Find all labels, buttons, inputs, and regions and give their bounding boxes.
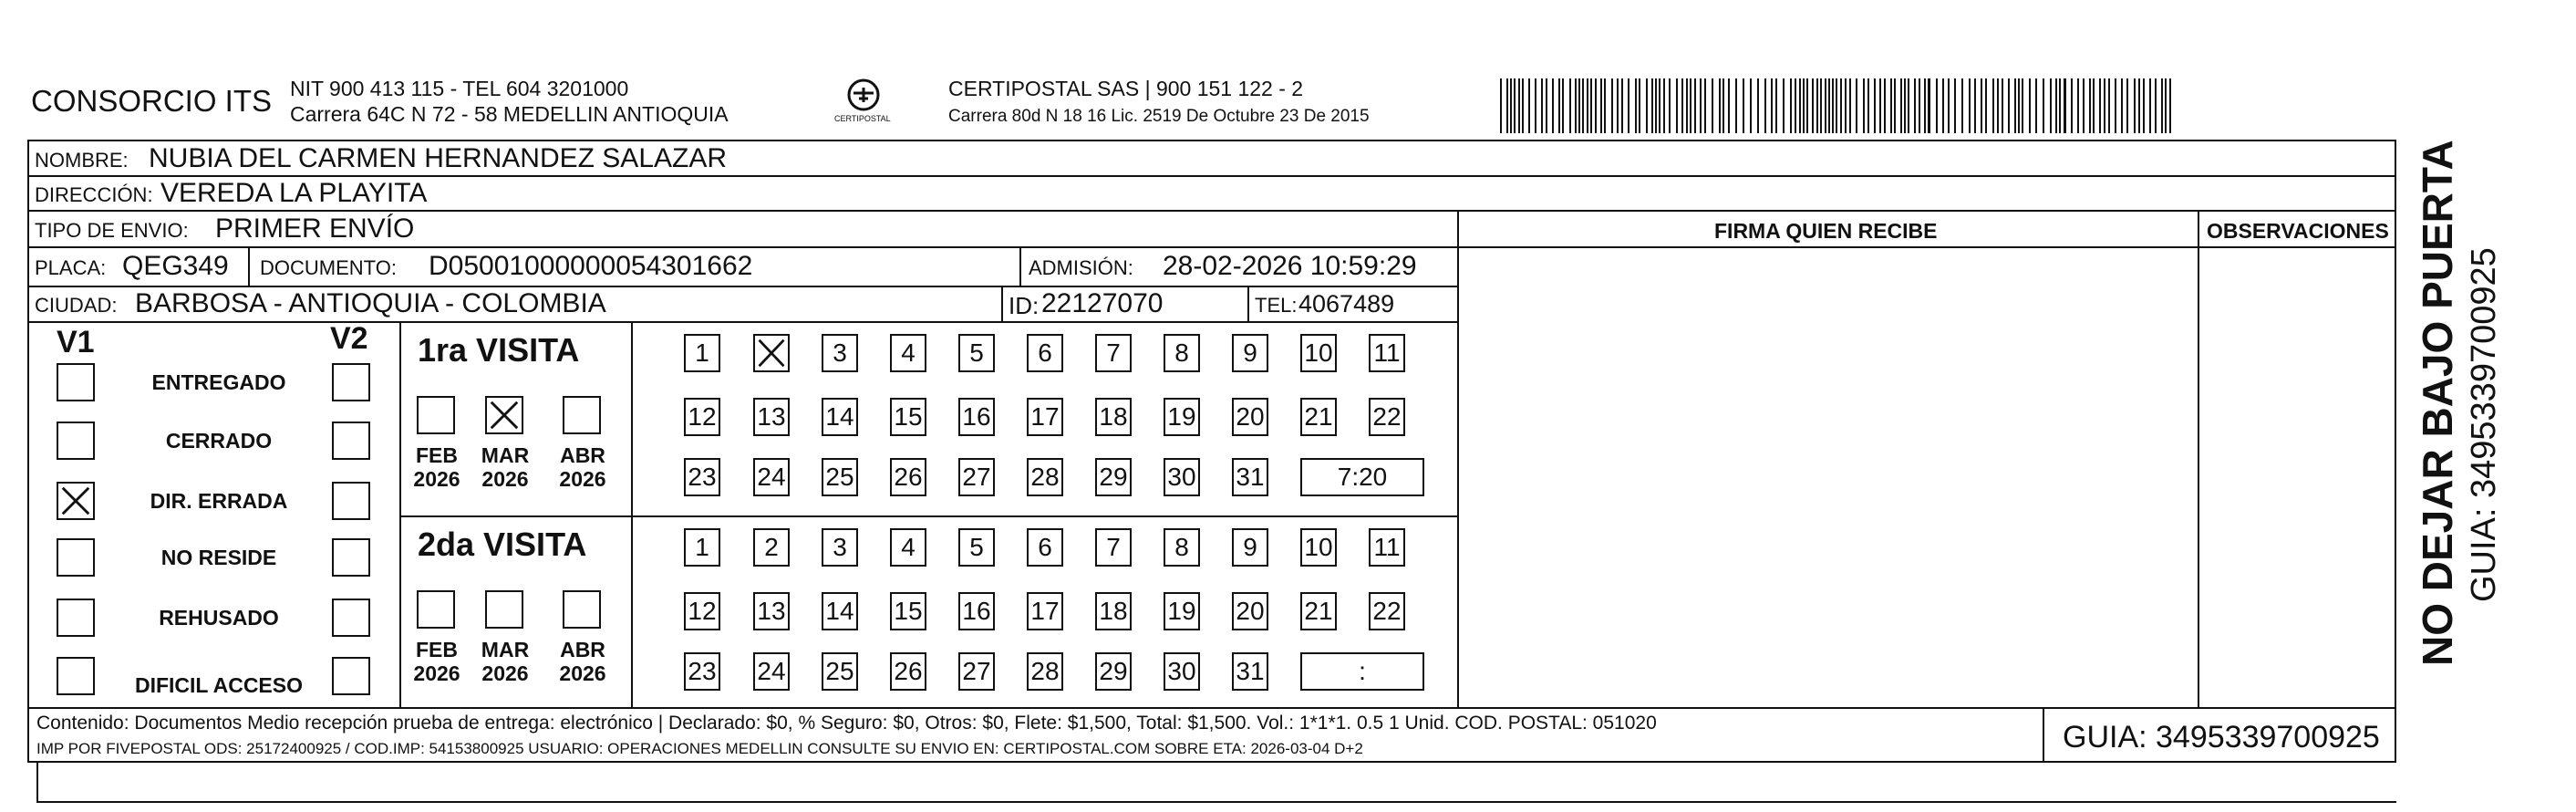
day-box-1-15[interactable]: 15 [890, 398, 926, 436]
barcode-bar [2055, 78, 2057, 133]
v2-checkbox-dificil-acceso[interactable] [332, 657, 370, 695]
barcode-bar [1890, 78, 1892, 133]
v1-checkbox-dificil-acceso[interactable] [57, 657, 95, 695]
cross-mark-icon [58, 484, 93, 518]
carrier-name: CERTIPOSTAL SAS | 900 151 122 - 2 [948, 77, 1304, 100]
barcode-bar [1948, 78, 1950, 133]
barcode-bar [1635, 78, 1637, 133]
barcode-bar [1628, 78, 1629, 133]
barcode-bar [2064, 78, 2066, 133]
barcode-bar [2029, 78, 2031, 133]
documento-label: DOCUMENTO: [260, 256, 397, 279]
barcode-bar [2099, 78, 2101, 133]
ciudad-label: CIUDAD: [35, 294, 118, 317]
month-label-mar-1: MAR 2026 [481, 443, 530, 492]
tipo-envio-value: PRIMER ENVÍO [215, 213, 415, 244]
day-box-2-22[interactable]: 22 [1369, 592, 1405, 630]
day-box-2-26[interactable]: 26 [890, 652, 926, 691]
day-box-2-18[interactable]: 18 [1095, 592, 1132, 630]
day-box-2-7[interactable]: 7 [1095, 528, 1132, 567]
day-box-1-3[interactable]: 3 [822, 334, 858, 372]
barcode-bar [1997, 78, 1999, 133]
day-box-1-7[interactable]: 7 [1095, 334, 1132, 372]
status-label-cerrado: CERRADO [165, 429, 273, 453]
barcode-bar [1914, 78, 1916, 133]
footer-guia: GUIA: 3495339700925 [2063, 720, 2380, 755]
month-checkbox-mar-1[interactable] [485, 396, 523, 434]
barcode-bar [1646, 78, 1648, 133]
day-box-2-28[interactable]: 28 [1027, 652, 1063, 691]
status-label-rehusado: REHUSADO [159, 606, 279, 630]
day-box-2-21[interactable]: 21 [1300, 592, 1337, 630]
barcode-bar [2121, 78, 2123, 133]
day-box-2-23[interactable]: 23 [684, 652, 720, 691]
day-box-1-28[interactable]: 28 [1027, 458, 1063, 496]
logo-text: CERTIPOSTAL [834, 114, 891, 123]
barcode-bar [2104, 78, 2105, 133]
tipo-envio-label: TIPO DE ENVIO: [35, 219, 189, 242]
barcode-bar [2165, 78, 2167, 133]
day-box-2-20[interactable]: 20 [1232, 592, 1268, 630]
month-checkbox-abr-2[interactable] [563, 590, 601, 629]
v2-checkbox-dir-errada[interactable] [332, 482, 370, 520]
barcode-bar [1894, 78, 1896, 133]
day-box-1-18[interactable]: 18 [1095, 398, 1132, 436]
placa-value: QEG349 [122, 251, 229, 281]
company-name: CONSORCIO ITS [31, 84, 273, 118]
barcode-bar [1575, 78, 1577, 133]
ciudad-value: BARBOSA - ANTIOQUIA - COLOMBIA [135, 288, 606, 318]
v1-checkbox-no-reside[interactable] [57, 538, 95, 577]
barcode-bar [1836, 78, 1837, 133]
day-box-1-8[interactable]: 8 [1164, 334, 1200, 372]
barcode-bar [1621, 78, 1623, 133]
nombre-label: NOMBRE: [35, 149, 129, 172]
month-label-feb-2: FEB 2026 [413, 638, 460, 686]
side-warning: NO DEJAR BAJO PUERTA [2414, 140, 2461, 666]
v1-label: V1 [57, 325, 95, 359]
cross-mark-icon [755, 336, 788, 370]
certipostal-logo [832, 75, 895, 130]
carrier-address: Carrera 80d N 18 16 Lic. 2519 De Octubre 23 De 2015 [948, 107, 1370, 126]
barcode-bar [1676, 78, 1678, 133]
day-box-1-16[interactable]: 16 [958, 398, 995, 436]
barcode-bar [1992, 78, 1994, 133]
firma-label: FIRMA QUIEN RECIBE [1714, 219, 1938, 243]
documento-value: D05001000000054301662 [429, 251, 753, 281]
barcode-bar [2089, 78, 2091, 133]
month-checkbox-feb-1[interactable] [417, 396, 455, 434]
barcode-bar [1582, 78, 1584, 133]
day-box-1-27[interactable]: 27 [958, 458, 995, 496]
barcode-bar [1655, 78, 1657, 133]
barcode-bar [1900, 78, 1902, 133]
barcode-bar [1832, 78, 1834, 133]
day-box-1-6[interactable]: 6 [1027, 334, 1063, 372]
day-box-2-15[interactable]: 15 [890, 592, 926, 630]
barcode-bar [1981, 78, 1982, 133]
day-box-1-22[interactable]: 22 [1369, 398, 1405, 436]
status-label-no-reside: NO RESIDE [160, 546, 277, 569]
day-box-1-25[interactable]: 25 [822, 458, 858, 496]
barcode-bar [2002, 78, 2003, 133]
barcode-bar [2169, 78, 2171, 133]
barcode-bar [1928, 78, 1930, 133]
day-box-2-5[interactable]: 5 [958, 528, 995, 567]
barcode-bar [1879, 78, 1881, 133]
id-label: ID: [1009, 292, 1040, 319]
month-checkbox-mar-2[interactable] [485, 590, 523, 629]
barcode-bar [1790, 78, 1792, 133]
barcode-bar [1974, 78, 1976, 133]
barcode-bar [1803, 78, 1805, 133]
month-label-feb-1: FEB 2026 [413, 443, 460, 492]
day-box-2-9[interactable]: 9 [1232, 528, 1268, 567]
barcode-bar [1820, 78, 1822, 133]
day-box-2-13[interactable]: 13 [753, 592, 790, 630]
barcode-bar [1500, 78, 1502, 133]
day-box-1-26[interactable]: 26 [890, 458, 926, 496]
day-box-2-27[interactable]: 27 [958, 652, 995, 691]
barcode-bar [1884, 78, 1886, 133]
day-box-2-10[interactable]: 10 [1300, 528, 1337, 567]
barcode-bar [1719, 78, 1721, 133]
barcode-bar [2093, 78, 2095, 133]
month-checkbox-feb-2[interactable] [417, 590, 455, 629]
admision-value: 28-02-2026 10:59:29 [1163, 251, 1417, 281]
barcode-bar [2126, 78, 2128, 133]
barcode-bar [1590, 78, 1592, 133]
company-address: Carrera 64C N 72 - 58 MEDELLIN ANTIOQUIA [290, 102, 729, 126]
day-box-1-11[interactable]: 11 [1369, 334, 1405, 372]
barcode-bar [2008, 78, 2010, 133]
barcode-bar [1712, 78, 1713, 133]
day-box-2-4[interactable]: 4 [890, 528, 926, 567]
day-box-1-20[interactable]: 20 [1232, 398, 1268, 436]
barcode-bar [1600, 78, 1602, 133]
barcode [1500, 78, 2175, 133]
barcode-bar [2149, 78, 2151, 133]
barcode-bar [1840, 78, 1842, 133]
status-label-dir-errada: DIR. ERRADA [150, 489, 288, 513]
barcode-bar [1828, 78, 1830, 133]
day-box-1-19[interactable]: 19 [1164, 398, 1200, 436]
v2-checkbox-rehusado[interactable] [332, 599, 370, 637]
barcode-bar [2083, 78, 2085, 133]
barcode-bar [1704, 78, 1706, 133]
barcode-bar [1595, 78, 1597, 133]
month-label-mar-2: MAR 2026 [481, 638, 530, 686]
barcode-bar [1806, 78, 1808, 133]
day-box-1-9[interactable]: 9 [1232, 334, 1268, 372]
barcode-bar [1659, 78, 1660, 133]
barcode-bar [2035, 78, 2037, 133]
day-box-1-24[interactable]: 24 [753, 458, 790, 496]
time-box-1[interactable]: 7:20 [1300, 458, 1424, 496]
barcode-bar [1558, 78, 1560, 133]
barcode-bar [2077, 78, 2079, 133]
barcode-bar [1686, 78, 1688, 133]
day-box-2-12[interactable]: 12 [684, 592, 720, 630]
barcode-bar [2059, 78, 2061, 133]
day-box-1-21[interactable]: 21 [1300, 398, 1337, 436]
barcode-bar [1757, 78, 1759, 133]
barcode-bar [2022, 78, 2023, 133]
v2-checkbox-cerrado[interactable] [332, 422, 370, 460]
status-label-entregado: ENTREGADO [151, 370, 286, 394]
barcode-bar [1904, 78, 1906, 133]
company-nit-tel: NIT 900 413 115 - TEL 604 3201000 [290, 77, 629, 100]
observaciones-label: OBSERVACIONES [2207, 219, 2389, 243]
tel-value: 4067489 [1298, 290, 1395, 318]
barcode-bar [1528, 78, 1530, 133]
status-label-dificil-acceso: DIFICIL ACCESO [134, 673, 303, 697]
barcode-bar [1856, 78, 1857, 133]
barcode-bar [1795, 78, 1796, 133]
barcode-bar [1535, 78, 1536, 133]
v2-label: V2 [330, 321, 368, 356]
direccion-label: DIRECCIÓN: [35, 183, 153, 206]
day-box-1-4[interactable]: 4 [890, 334, 926, 372]
v1-checkbox-entregado[interactable] [57, 363, 95, 401]
barcode-bar [2108, 78, 2110, 133]
day-box-1-23[interactable]: 23 [684, 458, 720, 496]
barcode-bar [1690, 78, 1691, 133]
day-box-1-10[interactable]: 10 [1300, 334, 1337, 372]
barcode-bar [1518, 78, 1520, 133]
barcode-bar [1825, 78, 1826, 133]
barcode-bar [1764, 78, 1766, 133]
barcode-bar [1651, 78, 1653, 133]
v2-checkbox-entregado[interactable] [332, 363, 370, 401]
barcode-bar [1942, 78, 1944, 133]
barcode-bar [1743, 78, 1744, 133]
barcode-bar [1541, 78, 1543, 133]
barcode-bar [1775, 78, 1777, 133]
barcode-bar [1611, 78, 1613, 133]
barcode-bar [1919, 78, 1920, 133]
barcode-bar [1552, 78, 1554, 133]
v1-checkbox-cerrado[interactable] [57, 422, 95, 460]
barcode-bar [1522, 78, 1524, 133]
barcode-bar [1936, 78, 1938, 133]
barcode-bar [1874, 78, 1876, 133]
barcode-bar [2134, 78, 2136, 133]
barcode-bar [1985, 78, 1987, 133]
barcode-bar [2018, 78, 2020, 133]
day-box-1-14[interactable]: 14 [822, 398, 858, 436]
barcode-bar [1812, 78, 1814, 133]
barcode-bar [1562, 78, 1564, 133]
tel-label: TEL: [1255, 294, 1298, 317]
day-box-2-11[interactable]: 11 [1369, 528, 1405, 567]
barcode-bar [1587, 78, 1588, 133]
barcode-bar [1578, 78, 1580, 133]
barcode-bar [2043, 78, 2044, 133]
placa-label: PLACA: [35, 256, 107, 279]
barcode-bar [1799, 78, 1801, 133]
barcode-bar [1783, 78, 1785, 133]
day-box-2-8[interactable]: 8 [1164, 528, 1200, 567]
visit-title-2: 2da VISITA [418, 526, 587, 563]
footer-content-line: Contenido: Documentos Medio recepción prueba de entrega: electrónico | Declarado: $0, % Seguro: $0, Otros: $0, Flete: $1,500, Total: $1,500. Vol.: 1*1*1. 0.5 1 Unid. COD. POSTAL: 051020 [36, 713, 1657, 734]
barcode-bar [1569, 78, 1571, 133]
day-box-2-31[interactable]: 31 [1232, 652, 1268, 691]
day-box-2-19[interactable]: 19 [1164, 592, 1200, 630]
day-box-1-17[interactable]: 17 [1027, 398, 1063, 436]
day-box-1-31[interactable]: 31 [1232, 458, 1268, 496]
barcode-bar [1961, 78, 1963, 133]
barcode-bar [1845, 78, 1847, 133]
day-box-1-29[interactable]: 29 [1095, 458, 1132, 496]
barcode-bar [1694, 78, 1696, 133]
barcode-bar [2014, 78, 2016, 133]
barcode-bar [1969, 78, 1971, 133]
day-box-1-2[interactable] [753, 334, 790, 372]
barcode-bar [1546, 78, 1547, 133]
barcode-bar [1954, 78, 1956, 133]
cross-mark-icon [487, 398, 522, 432]
barcode-bar [1669, 78, 1671, 133]
day-box-2-25[interactable]: 25 [822, 652, 858, 691]
barcode-bar [1700, 78, 1702, 133]
day-box-2-3[interactable]: 3 [822, 528, 858, 567]
day-box-2-17[interactable]: 17 [1027, 592, 1063, 630]
barcode-bar [1604, 78, 1606, 133]
barcode-bar [1849, 78, 1851, 133]
month-label-abr-2: ABR 2026 [559, 638, 606, 686]
day-box-2-14[interactable]: 14 [822, 592, 858, 630]
bottom-strip [36, 763, 2396, 803]
barcode-bar [1750, 78, 1752, 133]
day-box-2-30[interactable]: 30 [1164, 652, 1200, 691]
barcode-bar [1728, 78, 1730, 133]
barcode-bar [1771, 78, 1773, 133]
barcode-bar [1663, 78, 1665, 133]
v1-checkbox-rehusado[interactable] [57, 599, 95, 637]
barcode-bar [2050, 78, 2052, 133]
admision-label: ADMISIÓN: [1029, 256, 1133, 279]
barcode-bar [2143, 78, 2145, 133]
month-checkbox-abr-1[interactable] [563, 396, 601, 434]
day-box-2-29[interactable]: 29 [1095, 652, 1132, 691]
day-box-2-2[interactable]: 2 [753, 528, 790, 567]
month-label-abr-1: ABR 2026 [559, 443, 606, 492]
barcode-bar [1510, 78, 1512, 133]
day-box-1-1[interactable]: 1 [684, 334, 720, 372]
barcode-bar [2115, 78, 2116, 133]
day-box-2-1[interactable]: 1 [684, 528, 720, 567]
day-box-1-13[interactable]: 13 [753, 398, 790, 436]
barcode-bar [2155, 78, 2157, 133]
footer-imp-line: IMP POR FIVEPOSTAL ODS: 25172400925 / COD.IMP: 54153800925 USUARIO: OPERACIONES MEDELLIN CONSULTE SU ENVIO EN: CERTIPOSTAL.COM SOBRE ETA: 2026-03-04 D+2 [36, 740, 1363, 757]
barcode-bar [1735, 78, 1737, 133]
barcode-bar [2161, 78, 2163, 133]
v2-checkbox-no-reside[interactable] [332, 538, 370, 577]
side-guia: GUIA: 3495339700925 [2465, 247, 2503, 602]
day-box-1-5[interactable]: 5 [958, 334, 995, 372]
barcode-bar [1863, 78, 1865, 133]
day-box-1-12[interactable]: 12 [684, 398, 720, 436]
day-box-2-6[interactable]: 6 [1027, 528, 1063, 567]
day-box-2-16[interactable]: 16 [958, 592, 995, 630]
barcode-bar [2071, 78, 2073, 133]
barcode-bar [1514, 78, 1516, 133]
direccion-value: VEREDA LA PLAYITA [160, 178, 428, 208]
barcode-bar [1723, 78, 1724, 133]
day-box-2-24[interactable]: 24 [753, 652, 790, 691]
id-value: 22127070 [1041, 288, 1164, 318]
barcode-bar [1681, 78, 1683, 133]
v1-checkbox-dir-errada[interactable] [57, 482, 95, 520]
barcode-bar [1617, 78, 1619, 133]
barcode-bar [1816, 78, 1818, 133]
barcode-bar [1924, 78, 1926, 133]
barcode-bar [2138, 78, 2140, 133]
day-box-1-30[interactable]: 30 [1164, 458, 1200, 496]
visit-title-1: 1ra VISITA [418, 331, 580, 369]
barcode-bar [1506, 78, 1508, 133]
barcode-bar [1867, 78, 1869, 133]
barcode-bar [1908, 78, 1909, 133]
barcode-bar [1639, 78, 1640, 133]
time-box-2[interactable]: : [1300, 652, 1424, 691]
nombre-value: NUBIA DEL CARMEN HERNANDEZ SALAZAR [149, 143, 728, 173]
